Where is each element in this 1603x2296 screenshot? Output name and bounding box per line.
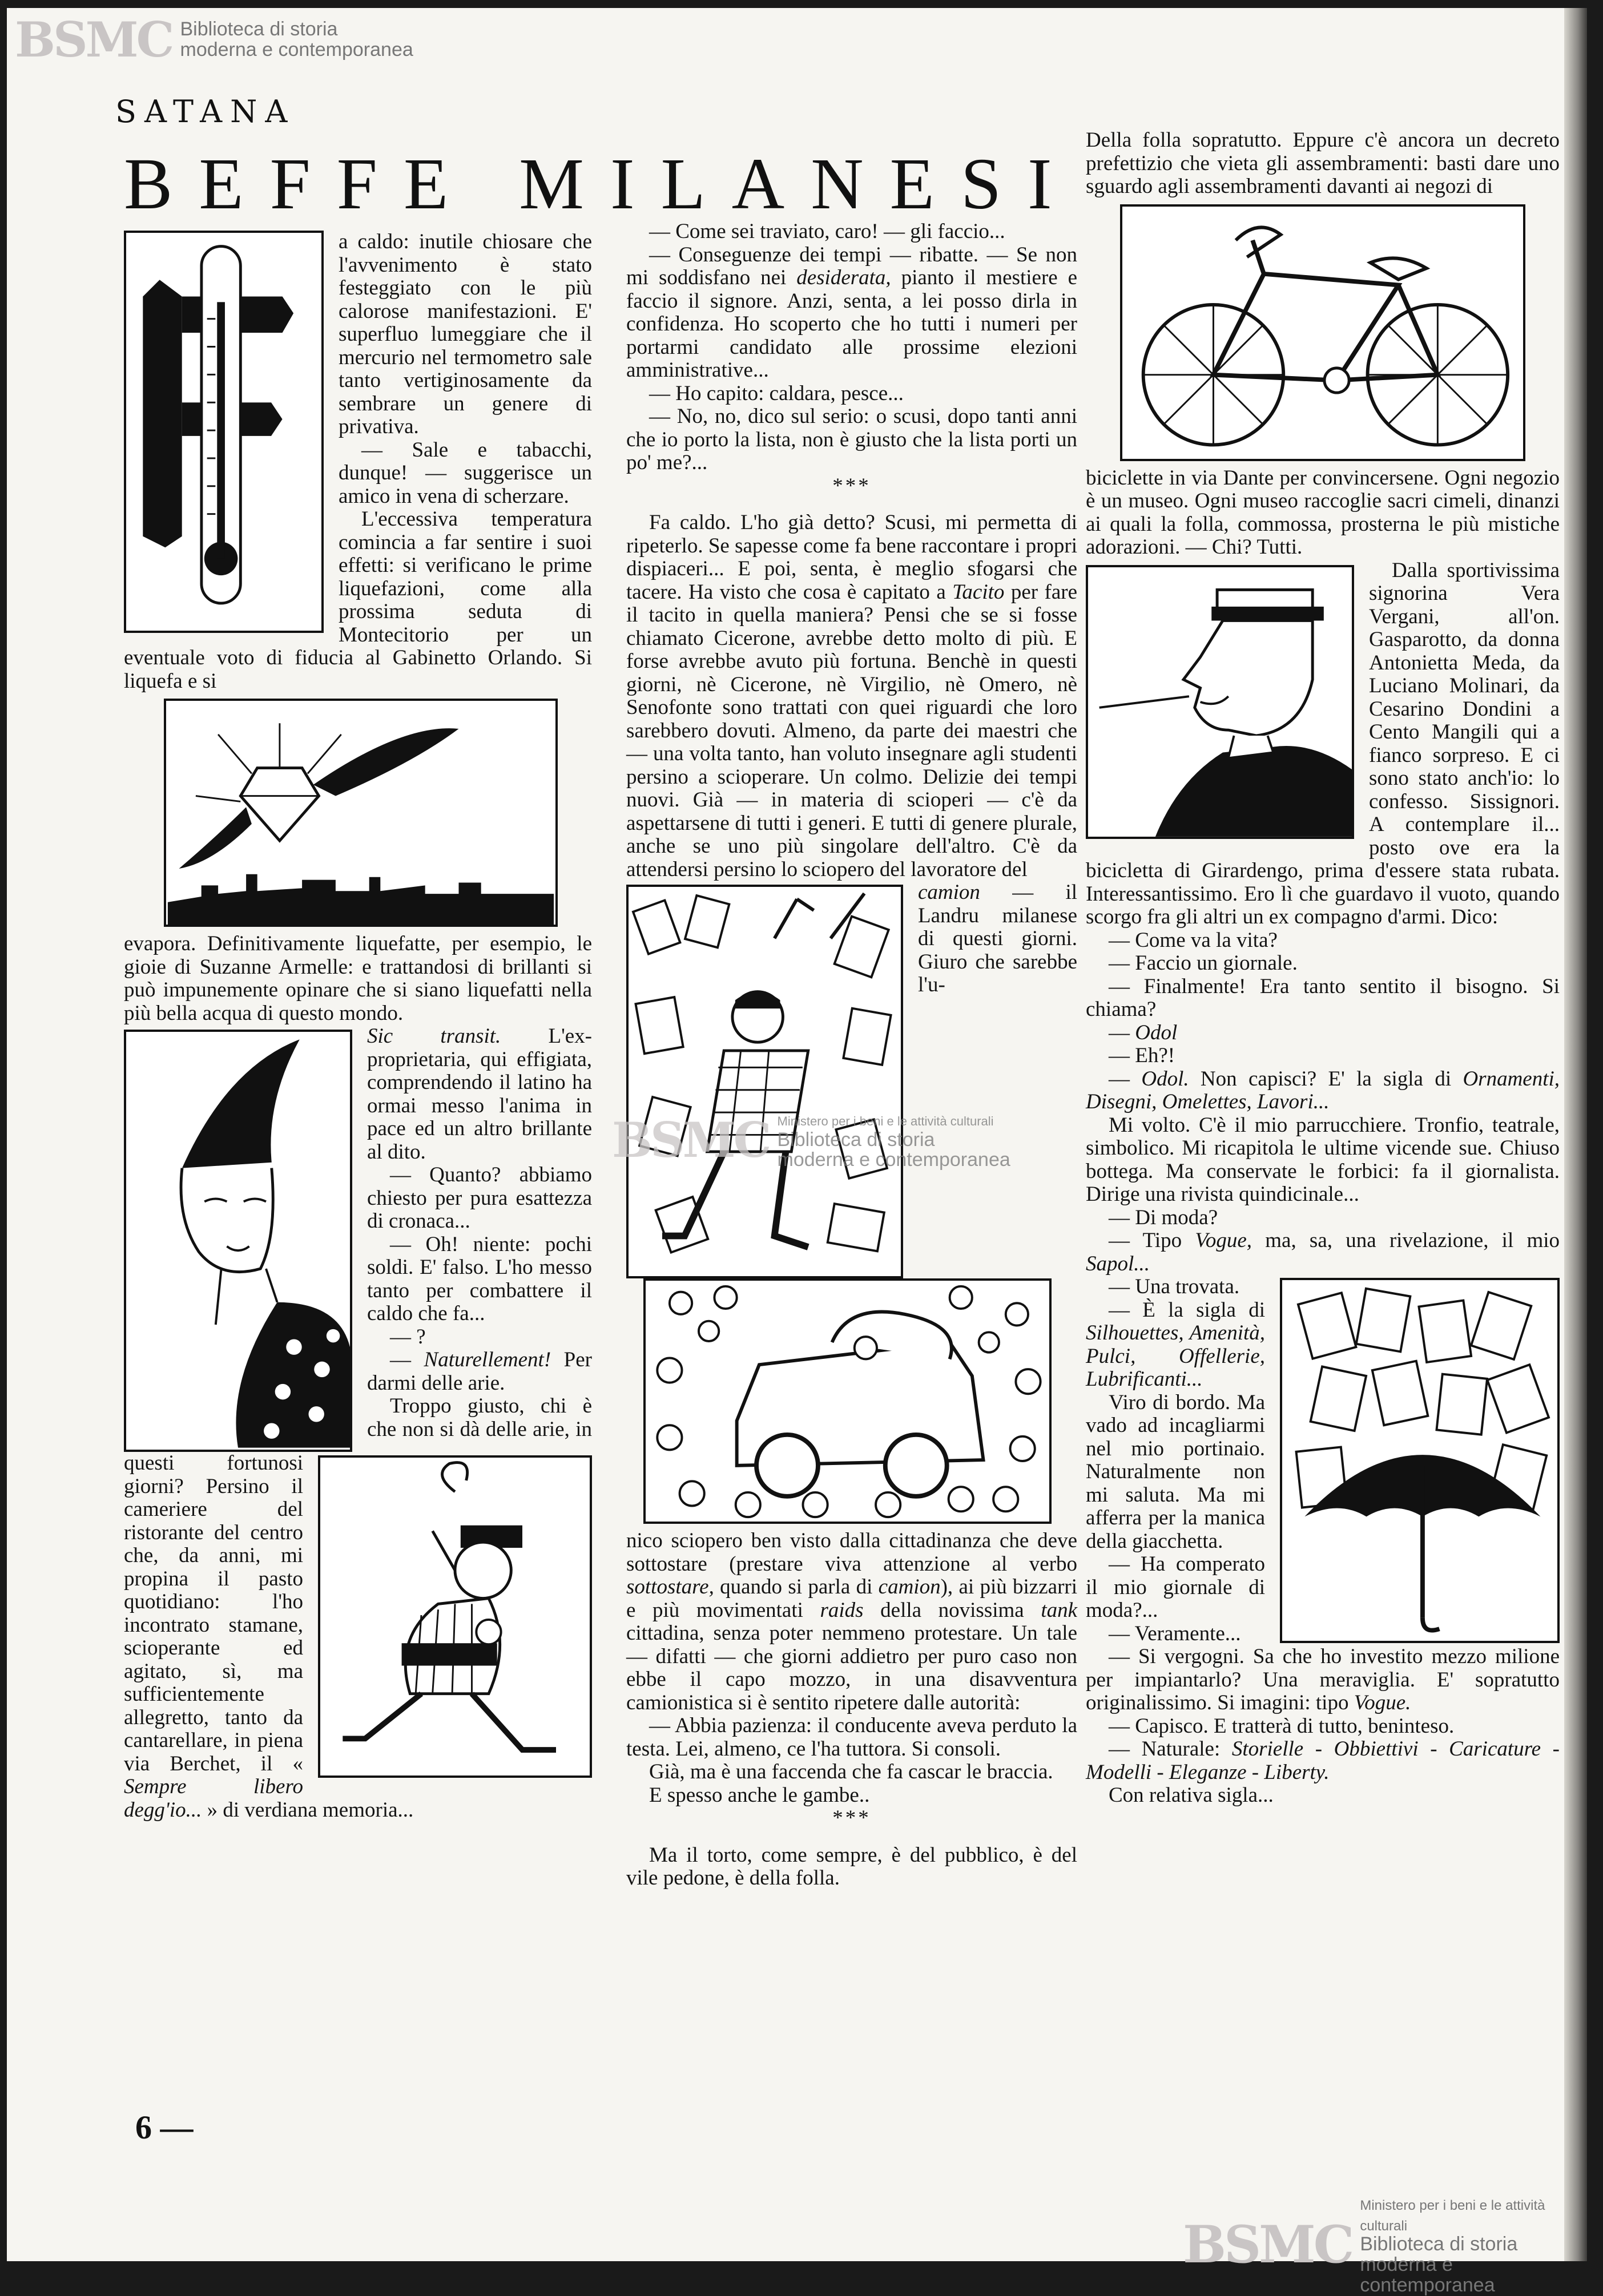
col3-para-12-text: — Tipo xyxy=(1109,1229,1182,1252)
flying-books-icon xyxy=(629,887,901,1276)
page-number: 6 — xyxy=(135,2109,194,2146)
section-title: SATANA xyxy=(115,94,296,130)
col2-para-5-end: per fare il tacito in quella maniera? Pensi che se si fosse chiamato Cicerone, avrebbe detto molto di più. E forse avrebbe avuto più fortuna. Benchè in questi giorni, nè Cicerone, nè Virgilio, nè Omero, nè Senofonte sono trattati con quei riguardi che loro sarebbero dovuti. Almeno, da parte dei maestri che — una volta tanto, han voluto insegnare agli studenti persino a scioperare. Un colmo. Delizie dei tempi nuovi. Già — in materia di scioperi — c'è da aspettarsene di tutti i generi. E tutti di genere plurale, anche se uno più singolare dell'altro. C'è da attendersi persino lo sciopero del lavoratore del xyxy=(626,580,1078,881)
bicycle-illustration xyxy=(1120,204,1525,461)
man-profile-icon xyxy=(1088,567,1352,837)
col2-para-1: — Come sei traviato, caro! — gli faccio... xyxy=(649,220,1005,243)
col3-para-9: — Odol. Non capisci? E' la sigla di Ornamenti, Disegni, Omelettes, Lavori... xyxy=(1086,1067,1560,1113)
column-1 xyxy=(124,231,592,1822)
col1-para-10-italic: Sempre libero degg'io... xyxy=(124,1775,303,1822)
col3-para-3 xyxy=(1086,559,1560,929)
umbrella-papers-icon xyxy=(1282,1280,1557,1641)
col1-para-3: L'eccessiva temperatura comincia a far sentire i suoi effetti: si verificano le prime liquefazioni, come alla prossima seduta di Montecitorio per un eventuale voto di fiducia al Gabinetto Orlando. Si liquefa e si xyxy=(124,507,592,693)
col3-para-9-list: Ornamenti, Disegni, Omelettes, Lavori... xyxy=(1086,1067,1560,1113)
col1-para-9-text: Per darmi delle arie. xyxy=(367,1348,592,1395)
col2-para-5-text: Fa caldo. L'ho già detto? Scusi, mi permetta di ripeterlo. Se sapesse come fa bene raccontare i propri dispiaceri... E poi, senta, è meglio sfogarsi che tacere. Ha visto che cosa è capitato a xyxy=(626,511,1077,604)
col3-para-18-text: — Si vergogni. Sa che ho investito mezzo milione per impiantarlo? Una meraviglia. E' sopratutto originalissimo. Si imagini: tipo xyxy=(1086,1645,1560,1714)
col3-para-2: biciclette in via Dante per convincersene. Ogni negozio è un museo. Ogni museo raccoglie sacri cimeli, dinanzi ai quali la folla, commossa, prosterna le più mistiche adorazioni. — Chi? Tutti. xyxy=(1086,466,1560,559)
col2-para-6-i2: camion xyxy=(878,1575,941,1599)
col3-para-20-text: — Naturale: xyxy=(1109,1737,1221,1761)
camion-crowd-icon xyxy=(646,1281,1049,1522)
col1-para-5-text: L'ex-proprietaria, qui effigiata, comprendendo il latino ha ormai messo l'anima in pace ed un altro brillante al dito. xyxy=(367,1024,593,1164)
col1-para-10-end: » di verdiana memoria... xyxy=(207,1798,414,1822)
col3-para-7-italic: Odol xyxy=(1135,1020,1178,1044)
col1-para-9-italic: Naturellement! xyxy=(424,1348,551,1371)
col2-para-6-e: cittadina, senza poter nemmeno protestare. Un tale — difatti — che giorni addietro per puro caso non ebbe il capo mozzo, in una disavventura camionistica si è sentito ripetere dalle autorità: xyxy=(626,1621,1077,1714)
winged-diamond-icon xyxy=(166,701,555,925)
col3-para-4: — Come va la vita? xyxy=(1109,928,1278,952)
col1-para-7: — Oh! niente: pochi soldi. E' falso. L'ho messo tanto per combattere il caldo che fa... xyxy=(367,1232,592,1325)
col3-para-15: Viro di bordo. Ma vado ad incagliarmi nel mio portinaio. Naturalmente non mi saluta. Ma mi afferra per la manica della giacchetta. xyxy=(1086,1390,1265,1553)
col3-para-19: — Capisco. E tratterà di tutto, beninteso. xyxy=(1109,1714,1455,1738)
col3-para-12-italic: Vogue, xyxy=(1195,1229,1252,1252)
col1-para-2: — Sale e tabacchi, dunque! — suggerisce un amico in vena di scherzare. xyxy=(339,438,592,508)
books-illustration xyxy=(626,885,903,1278)
bottom-watermark: BSMC Ministero per i beni e le attività culturali Biblioteca di storia moderna e contemporanea xyxy=(1183,2198,1545,2296)
col3-para-13: — Una trovata. xyxy=(1109,1275,1240,1298)
col3-para-9-italic: Odol. xyxy=(1141,1067,1189,1091)
col2-para-2-end: pianto il mestiere e faccio il signore. Anzi, senta, a lei posso dirla in confidenza. Ho scoperto che ho tutti i numeri per portarmi candidato alle prossime elezioni amministrative... xyxy=(626,266,1077,382)
col1-para-9: — Naturellement! Per darmi delle arie. xyxy=(367,1348,592,1395)
col1-para-4: evapora. Definitivamente liquefatte, per esempio, le gioie di Suzanne Armelle: e trattandosi di brillanti si può impunemente opinare che si siano liquefatti nella più bella acqua di questo mondo. xyxy=(124,932,592,1025)
col1-para-10-text: Troppo giusto, chi è che non si dà delle arie, in questi fortunosi giorni? Persino il cameriere del ristorante del centro che, da anni, mi propina il pasto quotidiano: l'ho incontrato stamane, scioperante ed agitato, sì, ma sufficientemente allegretto, tanto da cantarellare, in piena via Berchet, il « xyxy=(124,1394,592,1776)
page-title: BEFFE MILANESI xyxy=(124,143,1078,224)
col2-para-5-end-2: — il Landru milanese di questi giorni. Giuro che sarebbe l'u- xyxy=(918,881,1077,996)
col3-para-11: — Di moda? xyxy=(1109,1205,1218,1229)
camion-illustration xyxy=(643,1278,1052,1524)
profile-illustration xyxy=(1086,565,1354,839)
col2-para-2-italic: desiderata, xyxy=(796,266,891,289)
middle-watermark: BSMC Ministero per i beni e le attività culturali Biblioteca di storia moderna e contemporanea xyxy=(612,1112,1010,1171)
col3-para-12 xyxy=(1086,1229,1560,1276)
col2-para-5-italic: Tacito xyxy=(952,580,1005,604)
col3-para-16: — Ha comperato il mio giornale di moda?... xyxy=(1086,1552,1265,1622)
col3-para-10: Mi volto. C'è il mio parrucchiere. Tronfio, teatrale, simbolico. Mi ricapitola le ultime vicende sue. Chiuso bottega. Ma conservate le forbici: fa il giornalista. Dirige una rivista quindicinale... xyxy=(1086,1113,1560,1206)
col3-para-14-italic: Silhouettes, Amenità, Pulci, Offellerie, Lubrificanti... xyxy=(1086,1321,1265,1391)
col2-para-6-b: quando si parla di xyxy=(714,1575,873,1599)
column-2 xyxy=(626,220,1077,1890)
col3-para-20-italic: Storielle - Obbiettivi - Caricature - Modelli - Eleganze - Liberty. xyxy=(1086,1737,1560,1784)
binding-spine xyxy=(1564,8,1587,2261)
col3-para-18-italic: Vogue. xyxy=(1354,1691,1411,1714)
magazine-page xyxy=(7,8,1587,2296)
col2-para-10: Ma il torto, come sempre, è del pubblico, è del vile pedone, è della folla. xyxy=(626,1843,1077,1890)
thermometer-f-icon xyxy=(126,233,321,631)
col2-para-9: E spesso anche le gambe.. xyxy=(649,1783,870,1807)
col3-para-20 xyxy=(1086,1738,1560,1784)
col2-para-6-i4: tank xyxy=(1041,1598,1078,1622)
col2-separator-1: *** xyxy=(832,474,871,498)
col2-para-3: — Ho capito: caldara, pesce... xyxy=(649,381,904,405)
col2-separator-2: *** xyxy=(832,1806,871,1830)
col3-para-5: — Faccio un giornale. xyxy=(1109,951,1298,975)
col2-para-2 xyxy=(626,244,1077,382)
lady-portrait-icon xyxy=(126,1032,350,1450)
thermometer-illustration xyxy=(124,231,324,633)
watermark-logo: BSMC xyxy=(15,11,172,68)
col2-para-8: Già, ma è una faccenda che fa cascar le braccia. xyxy=(649,1760,1053,1783)
col2-para-7: — Abbia pazienza: il conducente aveva perduto la testa. Lei, almeno, ce l'ha tuttora. Si consoli. xyxy=(626,1714,1077,1761)
col2-para-6-i3: raids xyxy=(820,1598,864,1622)
col2-para-6 xyxy=(626,1530,1077,1714)
bicycle-icon xyxy=(1122,207,1523,459)
col1-para-8: — ? xyxy=(390,1325,426,1349)
col3-para-17: — Veramente... xyxy=(1109,1621,1241,1645)
top-watermark xyxy=(15,11,413,68)
col2-para-5-italic-2: camion xyxy=(918,881,980,904)
col1-para-5-italic: Sic transit. xyxy=(367,1024,501,1048)
col3-para-21: Con relativa sigla... xyxy=(1109,1783,1274,1807)
col1-para-1: a caldo: inutile chiosare che l'avvenimento è stato festeggiato con le più calorose manifestazioni. E' superfluo lumeggiare che il mercurio nel termometro sale tanto vertiginosamente da sembrare un genere di privativa. xyxy=(339,230,592,438)
diamond-illustration xyxy=(164,699,558,927)
waiter-illustration xyxy=(318,1455,592,1778)
col3-para-6: — Finalmente! Era tanto sentito il bisogno. Si chiama? xyxy=(1086,974,1560,1021)
col2-para-2-text: — Conseguenze dei tempi — ribatte. — Se non mi soddisfano nei xyxy=(626,243,1077,289)
col2-para-6-d: della novissima xyxy=(863,1598,1024,1622)
umbrella-illustration xyxy=(1280,1278,1560,1643)
col3-para-8: — Eh?! xyxy=(1109,1044,1175,1067)
col1-para-6: — Quanto? abbiamo chiesto per pura esattezza di cronaca... xyxy=(367,1163,592,1233)
waiter-caricature-icon xyxy=(320,1458,590,1776)
col2-para-4: — No, no, dico sul serio: o scusi, dopo tanti anni che io porto la lista, non è giusto che la lista porti un po' me?... xyxy=(626,405,1077,474)
col3-para-3-text: Dalla sportivissima signorina Vera Vergani, all'on. Gasparotto, da donna Antonietta Meda, da Luciano Molinari, da Cesarino Dondini a Cento Mangili qui a fianco sorpreso. E ci sono stato anch'io: lo confesso. Sissignori. A contemplare il... posto ove era la bicicletta di Girardengo, prima d'essere stata rubata. Interessantissimo. Ero lì che guardavo il vuoto, quando scorgo fra gli altri un ex compagno d'armi. Dico: xyxy=(1086,558,1560,929)
col3-para-12-italic-2: Sapol... xyxy=(1086,1252,1150,1276)
col3-para-14-text: — È la sigla di xyxy=(1109,1298,1265,1322)
col2-para-6-i1: sottostare, xyxy=(626,1575,714,1599)
col3-para-18 xyxy=(1086,1645,1560,1715)
col3-para-12-b: ma, sa, una rivelazione, il mio xyxy=(1252,1229,1560,1252)
col2-para-6-text: nico sciopero ben visto dalla cittadinanza che deve sottostare (prestare viva attenzione al verbo xyxy=(626,1529,1077,1576)
col3-para-7: — Odol xyxy=(1109,1020,1178,1044)
col3-para-9-text: Non capisci? E' la sigla di xyxy=(1189,1067,1452,1091)
lady-illustration xyxy=(124,1030,352,1452)
col2-para-5 xyxy=(626,511,1077,881)
column-3 xyxy=(1086,129,1560,1807)
col2-para-6-c: ), ai più bizzarri e più movimentati xyxy=(626,1575,1078,1622)
col3-para-1: Della folla sopratutto. Eppure c'è ancora un decreto prefettizio che vieta gli assembramenti: basti dare uno sguardo agli assembramenti davanti ai negozi di xyxy=(1086,128,1560,198)
watermark-line2: moderna e contemporanea xyxy=(180,38,413,60)
watermark-line1: Biblioteca di storia xyxy=(180,18,338,40)
